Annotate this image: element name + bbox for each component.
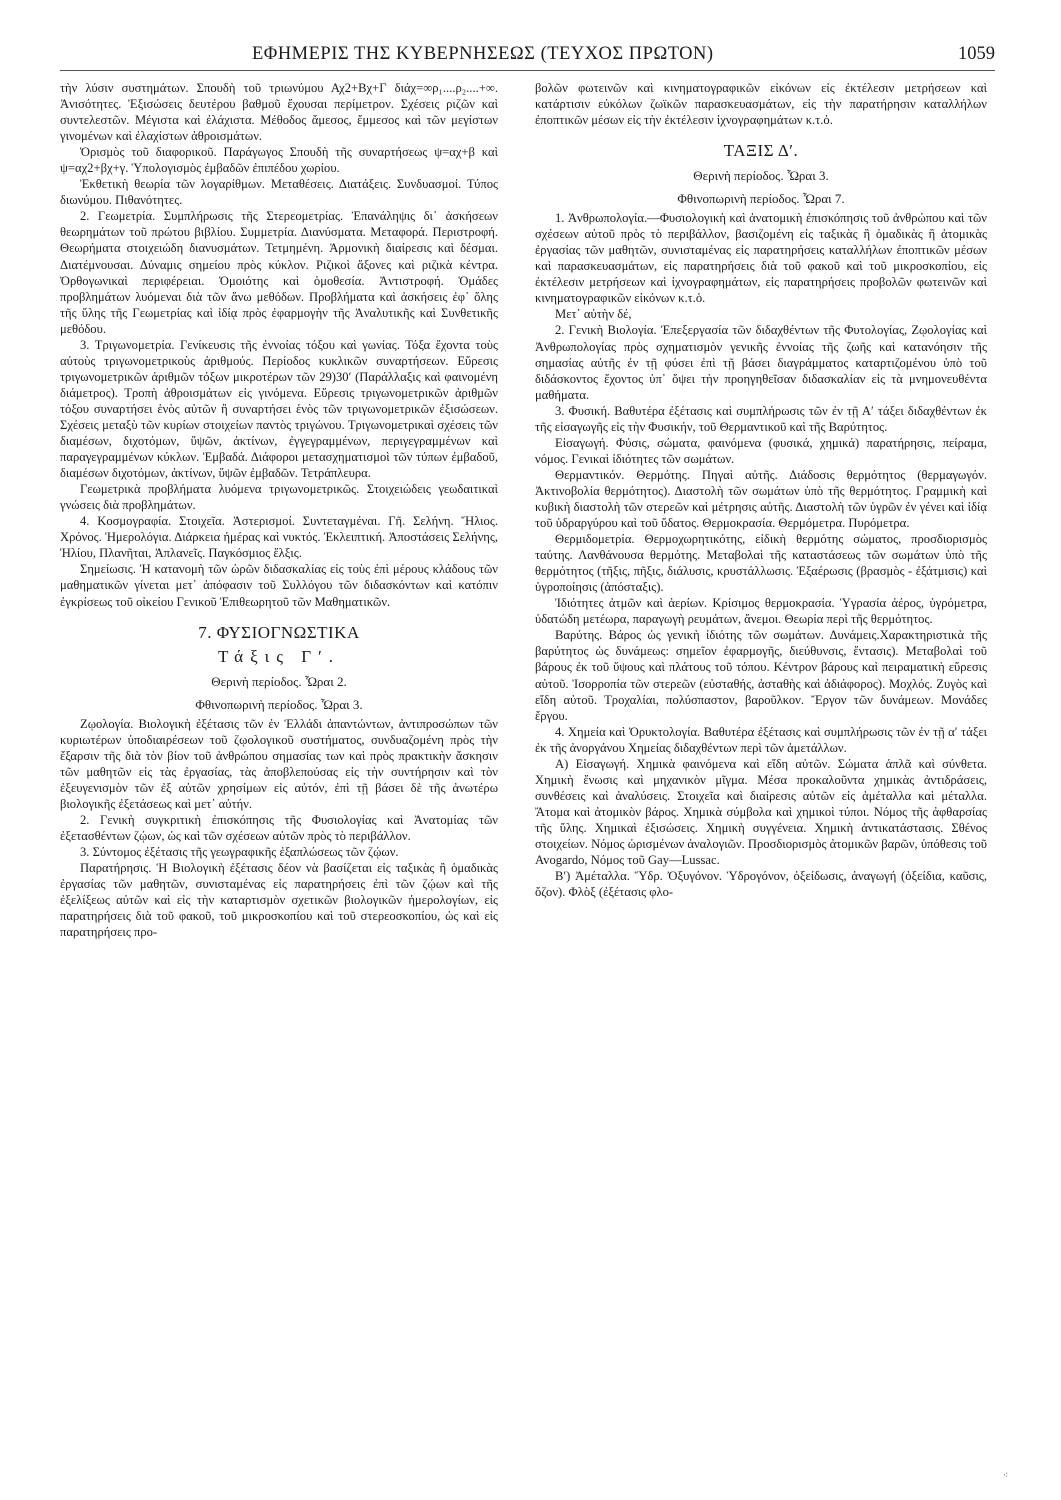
paragraph: τὴν λύσιν συστημάτων. Σπουδὴ τοῦ τριωνύμου Αχ2+Βχ+Γ διάχ=∞ρ₁....ρ₂....+∞. Ἀνισότητες. Ἐξισώσεις δευτέρου βαθμοῦ ἔχουσαι περίμετρον. Σχέσεις ριζῶν καὶ συντελεστῶν. Μέγιστα καὶ ἐλάχιστα. Μέθοδος ἄμεσος, ἔμμεσος καὶ τῶν μεγίστων γινομένων καὶ ἐλαχίστων ἀθροισμάτων. xyxy=(60,81,498,144)
paragraph: Γεωμετρικὰ προβλήματα λυόμενα τριγωνομετρικῶς. Στοιχειώδεις γεωδαιτικαὶ γνώσεις διὰ προβλημάτων. xyxy=(60,482,498,513)
paragraph: Ὁρισμὸς τοῦ διαφορικοῦ. Παράγωγος Σπουδὴ τῆς συναρτήσεως ψ=αχ+β καὶ ψ=αχ2+βχ+γ. Ὑπολογισμὸς ἐμβαδῶν ἐπιπέδου χωρίου. xyxy=(60,145,498,176)
autumn-period: Φθινοπωρινὴ περίοδος. Ὧραι 3. xyxy=(195,696,363,712)
paragraph: Σημείωσις. Ἡ κατανομὴ τῶν ὡρῶν διδασκαλίας εἰς τοὺς ἐπὶ μέρους κλάδους τῶν μαθηματικῶν γίνεται μετ᾽ ἀπόφασιν τοῦ Συλλόγου τῶν διδασκόντων καὶ κατόπιν ἐγκρίσεως τοῦ οἰκείου Γενικοῦ Ἐπιθεωρητοῦ τῶν Μαθηματικῶν. xyxy=(60,562,498,609)
paragraph: Ἐκθετικὴ θεωρία τῶν λογαρίθμων. Μεταθέσεις. Διατάξεις. Συνδυασμοί. Τύπος διωνύμου. Πιθανότητες. xyxy=(60,177,498,208)
paragraph: 1. Ἀνθρωπολογία.—Φυσιολογικὴ καὶ ἀνατομικὴ ἐπισκόπησις τοῦ ἀνθρώπου καὶ τῶν σχέσεων αὐτοῦ πρὸς τὸ περιβάλλον, βασιζομένη εἰς ταξικὰς ἢ ὁμαδικὰς ἢ ἀτομικὰς ἐργασίας τῶν μαθητῶν, συνισταμένας εἰς παρατηρήσεις καταλλήλων ἐποπτικῶν μέσων καὶ παρασκευασμάτων, εἰς παρατηρήσεις διὰ τοῦ φακοῦ καὶ τοῦ μικροσκοπίου, εἰς ἐκτέλεσιν μετρήσεων καὶ ἰχνογραφημάτων, εἰς παρατηρήσεις προβολῶν φωτεινῶν καὶ κινηματογραφικῶν εἰκόνων κ.τ.ὁ. xyxy=(535,211,987,306)
page-number: 1059 xyxy=(958,44,995,64)
paragraph: Μετ᾽ αὐτὴν δέ, xyxy=(555,307,632,322)
class-heading: ΤΑΞΙΣ Δ′. xyxy=(723,141,799,161)
paragraph: Ἰδιότητες ἀτμῶν καὶ ἀερίων. Κρίσιμος θερμοκρασία. Ὑγρασία ἀέρος, ὑγρόμετρα, ὑδατώδη μετέωρα, παραγωγὴ ρευμάτων, ἄνεμοι. Θεωρία περὶ τῆς θερμότητος. xyxy=(535,596,987,627)
paragraph: Β′) Ἀμέταλλα. Ὕδρ. Ὀξυγόνον. Ὑδρογόνον, ὀξείδωσις, ἀναγωγή (ὀξείδια, καῦσις, ὄζον). Φλὸξ (ἐξέτασις φλο- xyxy=(535,869,987,900)
paragraph: Ζῳολογία. Βιολογικὴ ἐξέτασις τῶν ἐν Ἑλλάδι ἀπαντώντων, ἀντιπροσώπων τῶν κυριωτέρων ὑποδιαιρέσεων τοῦ ζῳολογικοῦ συστήματος, συνδυαζομένη πρὸς τὴν ἔξαρσιν τῆς διὰ τὸν βίον τοῦ ἀνθρώπου σημασίας των καὶ πρὸς πρακτικὴν ἄσκησιν τῶν μαθητῶν εἰς τὰς ἐργασίας, τὰς ἀποβλεπούσας εἰς τὴν συντήρησιν καὶ τὸν ἐξευγενισμὸν τῶν ἐξ αὐτῶν χρησίμων εἰς αὐτόν, ἐπὶ τῇ βάσει δὲ τῆς ἀνωτέρω βιολογικῆς ἐξετάσεως καὶ μετ᾽ αὐτήν. xyxy=(60,716,498,811)
left-column xyxy=(60,80,498,940)
gazette-title: ΕΦΗΜΕΡΙΣ ΤΗΣ ΚΥΒΕΡΝΗΣΕΩΣ (ΤΕΥΧΟΣ ΠΡΩΤΟΝ) xyxy=(252,44,714,64)
paragraph: Παρατήρησις. Ἡ Βιολογικὴ ἐξέτασις δέον νὰ βασίζεται εἰς ταξικὰς ἢ ὁμαδικὰς ἐργασίας τῶν μαθητῶν, συνισταμένας εἰς παρατηρήσεις ἐπὶ τῶν ζῴων καὶ τῆς ἐξελίξεως αὐτῶν καὶ εἰς τὴν καταρτισμὸν σχετικῶν βιολογικῶν ἡμερολογίων, εἰς παρατηρήσεις διὰ τοῦ φακοῦ, τοῦ μικροσκοπίου καὶ τοῦ στερεοσκοπίου, ὡς καὶ εἰς παρατηρήσεις προ- xyxy=(60,860,498,940)
paragraph: βολῶν φωτεινῶν καὶ κινηματογραφικῶν εἰκόνων εἰς ἐκτέλεσιν μετρήσεων καὶ κατάρτισιν εὐκόλων ζωϊκῶν παρασκευασμάτων, εἰς τὴν παρατήρησιν καταλλήλων ἐποπτικῶν μέσων εἰς τὴν ἐκτέλεσιν ἰχνογραφημάτων κ.τ.ὁ. xyxy=(535,81,987,128)
summer-period: Θερινὴ περίοδος. Ὧραι 3. xyxy=(693,168,829,184)
paragraph: Βαρύτης. Βάρος ὡς γενικὴ ἰδιότης τῶν σωμάτων. Δυνάμεις.Χαρακτηριστικὰ τῆς βαρύτητος ὡς δυνάμεως: σημεῖον ἐφαρμογῆς, διεύθυνσις, ἔντασις). Μεταβολαὶ τοῦ βάρους ἐκ τοῦ ὕψους καὶ πλάτους τοῦ τόπου. Κέντρον βάρους καὶ πειραματικὴ εὕρεσις αὐτοῦ. Ἰσορροπία τῶν στερεῶν (εὐσταθής, ἀσταθὴς καὶ ἀδιάφορος). Μοχλός. Ζυγὸς καὶ εἴδη αὐτοῦ. Τροχαλίαι, πολύσπαστον, βαροῦλκον. Ἔργον τῶν δυνάμεων. Μονάδες ἔργου. xyxy=(535,628,987,723)
class-heading: Τάξις Γ′. xyxy=(217,646,341,666)
right-column xyxy=(535,80,987,900)
summer-period: Θερινὴ περίοδος. Ὧραι 2. xyxy=(211,673,347,689)
paragraph: 4. Κοσμογραφία. Στοιχεῖα. Ἀστερισμοί. Συντεταγμέναι. Γῆ. Σελήνη. Ἥλιος. Χρόνος. Ἡμερολόγια. Διάρκεια ἡμέρας καὶ νυκτός. Ἐκλειπτική. Ἀποστάσεις Σελήνης, Ἡλίου, Πλανῆται, Ἀπλανεῖς. Παγκόσμιος ἕλξις. xyxy=(60,514,498,561)
autumn-period: Φθινοπωρινὴ περίοδος. Ὧραι 7. xyxy=(677,191,845,207)
paragraph: Θερμιδομετρία. Θερμοχωρητικότης, εἰδικὴ θερμότης σώματος, προσδιορισμὸς ταύτης. Λανθάνουσα θερμότης. Μεταβολαὶ τῆς καταστάσεως τῶν σωμάτων ὑπὸ τῆς θερμότητος (τῆξις, πῆξις, διάλυσις, κρυστάλλωσις. Ἐξαέρωσις (βρασμὸς - ἐξάτμισις) καὶ ὑγροποίησις (ἀπόσταξις). xyxy=(535,532,987,595)
scan-mark: ⁖ xyxy=(1003,1471,1009,1481)
paragraph: Α) Εἰσαγωγή. Χημικὰ φαινόμενα καὶ εἴδη αὐτῶν. Σώματα ἁπλᾶ καὶ σύνθετα. Χημικὴ ἕνωσις καὶ μηχανικὸν μῖγμα. Μέσα προκαλοῦντα χημικὰς ἀντιδράσεις, συνθέσεις καὶ ἀναλύσεις. Στοιχεῖα καὶ διαίρεσις αὐτῶν εἰς ἀμέταλλα καὶ μέταλλα. Ἄτομα καὶ ἀτομικὸν βάρος. Χημικὰ σύμβολα καὶ χημικοὶ τύποι. Νόμος τῆς ἀφθαρσίας τῆς ὕλης. Χημικαὶ ἐξισώσεις. Χημικὴ συγγένεια. Χημικὴ ἀντικατάστασις. Σθένος στοιχείων. Νόμος ὡρισμένων ἀναλογιῶν. Προσδιορισμὸς ἀτομικῶν βαρῶν, ὑπόθεσις τοῦ Avogardo, Νόμος τοῦ Gay—Lussac. xyxy=(535,756,987,868)
paragraph: 3. Σύντομος ἐξέτασις τῆς γεωγραφικῆς ἐξαπλώσεως τῶν ζῴων. xyxy=(80,844,399,859)
paragraph: 3. Τριγωνομετρία. Γενίκευσις τῆς ἐννοίας τόξου καὶ γωνίας. Τόξα ἔχοντα τοὺς αὐτοὺς τριγωνομετρικοὺς ἀριθμούς. Περίοδος κυκλικῶν συναρτήσεων. Εὕρεσις τριγωνομετρικῶν ἀριθμῶν τόξων μικροτέρων τῶν 29)30′ (Παράλλαξις καὶ φαινομένη διάμετρος). Τροπὴ ἀθροισμάτων εἰς γινόμενα. Εὕρεσις τριγωνομετρικῶν ἀριθμῶν τόξου συναρτήσει ἑνὸς αὐτῶν ἢ συναρτήσει ἑνὸς τῶν τριγωνομετρικῶν ἐξισώσεων. Σχέσεις μεταξὺ τῶν κυρίων στοιχείων παντὸς τριγώνου. Τριγωνομετρικαὶ σχέσεις τῶν διαμέσων, διχοτόμων, ὕψῶν, ἀκτίνων, ἐγγεγραμμένων, περιγεγραμμένων καὶ παραγεγραμμένων κύκλων. Ἐμβαδά. Διάφοροι μετασχηματισμοὶ τῶν τύπων ἐμβαδοῦ, διαμέσων διχοτόμων, ἀκτίνων, ὕψῶν ἐμβαδῶν. Τετράπλευρα. xyxy=(60,337,498,481)
header-rule xyxy=(60,70,995,71)
section-heading: 7. ΦΥΣΙΟΓΝΩΣΤΙΚΑ xyxy=(198,622,360,642)
page-header xyxy=(60,42,995,70)
paragraph: 4. Χημεία καὶ Ὀρυκτολογία. Βαθυτέρα ἐξέτασις καὶ συμπλήρωσις τῶν ἐν τῇ α′ τάξει ἐκ τῆς ἀνοργάνου Χημείας διδαχθέντων περὶ τῶν ἀμετάλλων. xyxy=(535,724,987,755)
paragraph: 2. Γενικὴ συγκριτικὴ ἐπισκόπησις τῆς Φυσιολογίας καὶ Ἀνατομίας τῶν ἐξετασθέντων ζῴων, ὡς καὶ τῶν σχέσεων αὐτῶν πρὸς τὸ περιβάλλον. xyxy=(60,812,498,843)
paragraph: 2. Γεωμετρία. Συμπλήρωσις τῆς Στερεομετρίας. Ἐπανάληψις δι᾽ ἀσκήσεων θεωρημάτων τοῦ πρώτου βιβλίου. Συμμετρία. Διανύσματα. Μεταφορά. Περιστροφή. Θεωρήματα στοιχειώδη διανυσμάτων. Τετμημένη. Ἁρμονικὴ διαίρεσις καὶ δέσμαι. Διατέμνουσαι. Δύναμις σημείου πρὸς κύκλον. Ριζικοὶ ἄξονες καὶ ριζικὰ κέντρα. Ὀρθογωνικαὶ περιφέρειαι. Ὁμοιότης καὶ ὁμοθεσία. Ἀντιστροφή. Ὁμάδες προβλημάτων λυόμεναι διὰ τῶν ἄνω μεθόδων. Προβλήματα καὶ ἀσκήσεις ἐφ᾽ ὅλης τῆς ὕλης τῆς Γεωμετρίας καὶ ἰδίᾳ πρὸς ἐφαρμογὴν τῆς Ἀναλυτικῆς καὶ Συνθετικῆς μεθόδου. xyxy=(60,209,498,336)
paragraph: Εἰσαγωγή. Φύσις, σώματα, φαινόμενα (φυσικά, χημικά) παρατήρησις, πείραμα, νόμος. Γενικαὶ ἰδιότητες τῶν σωμάτων. xyxy=(535,435,987,466)
paragraph: 3. Φυσική. Βαθυτέρα ἐξέτασις καὶ συμπλήρωσις τῶν ἐν τῇ Α′ τάξει διδαχθέντων ἐκ τῆς εἰσαγωγῆς εἰς τὴν Φυσικήν, τοῦ Θερμαντικοῦ καὶ τῆς Βαρύτητος. xyxy=(535,403,987,434)
paragraph: Θερμαντικόν. Θερμότης. Πηγαὶ αὐτῆς. Διάδοσις θερμότητος (θερμαγωγόν. Ἀκτινοβολία θερμότητος). Διαστολὴ τῶν σωμάτων ὑπὸ τῆς θερμότητος. Γραμμικὴ καὶ κυβικὴ διαστολὴ τῶν στερεῶν καὶ μέτρησις αὐτῆς. Διαστολὴ τῶν ὑγρῶν ἐν γένει καὶ ἰδίᾳ τοῦ ὑδραργύρου καὶ τοῦ ὕδατος. Θερμοκρασία. Θερμόμετρα. Πυρόμετρα. xyxy=(535,467,987,531)
paragraph: 2. Γενικὴ Βιολογία. Ἐπεξεργασία τῶν διδαχθέντων τῆς Φυτολογίας, Ζῳολογίας καὶ Ἀνθρωπολογίας πρὸς σχηματισμὸν γενικῆς ἐννοίας τῆς ζωῆς καὶ κατανόησιν τῆς σημασίας αὐτῆς ἐν τῇ φύσει ἐπὶ τῇ βάσει διαγράμματος καταρτιζομένου ὑπὸ τοῦ διδάσκοντος ἔχοντος ὑπ᾽ ὄψει τὴν προηγηθεῖσαν διδασκαλίαν εἰς τὰ μνημονευθέντα μαθήματα. xyxy=(535,323,987,402)
